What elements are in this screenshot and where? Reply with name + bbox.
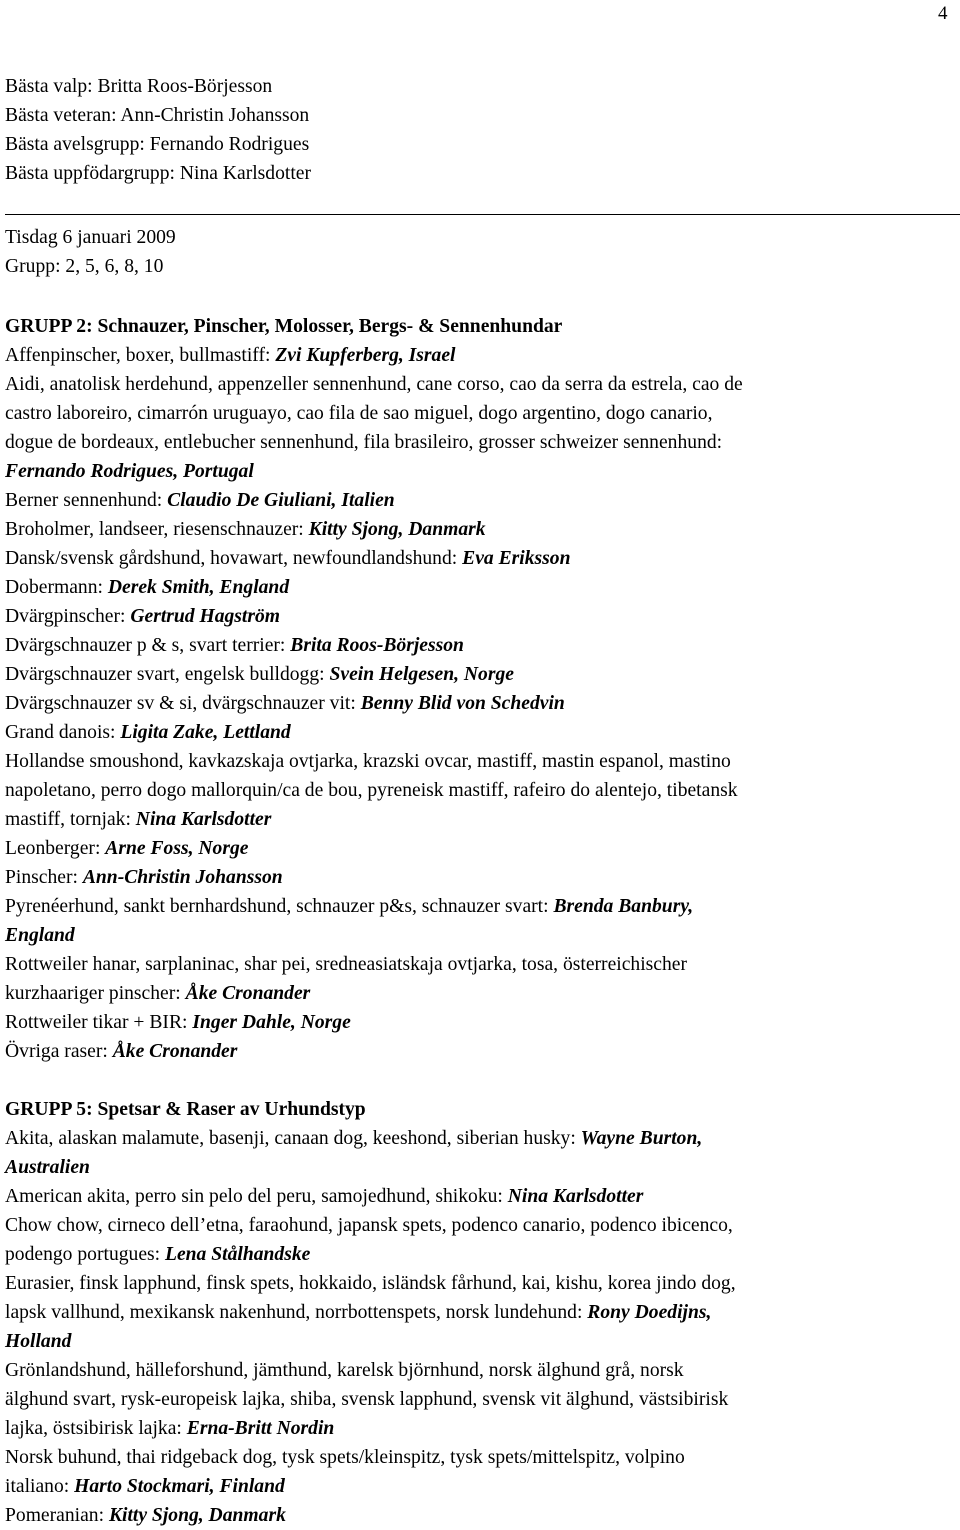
breed-text: Övriga raser:: [5, 1041, 113, 1062]
breed-text: Rottweiler hanar, sarplaninac, shar pei, sredneasiatskaja ovtjarka, tosa, österreichischer: [5, 954, 688, 975]
breed-judge-line: [5, 457, 959, 486]
award-line: Bästa valp: Britta Roos-Börjesson: [5, 76, 273, 97]
judge-name: Harto Stockmari, Finland: [74, 1476, 285, 1497]
breed-text: Eurasier, finsk lapphund, finsk spets, hokkaido, isländsk fårhund, kai, kishu, korea jindo dog,: [5, 1273, 736, 1294]
breed-text: lapsk vallhund, mexikansk nakenhund, norrbottenspets, norsk lundehund:: [5, 1302, 588, 1323]
breed-text: Leonberger:: [5, 838, 106, 859]
breed-judge-line: [5, 370, 959, 399]
breed-judge-line: [5, 1153, 959, 1182]
judge-name: Nina Karlsdotter: [135, 809, 272, 830]
breed-text: Dvärgpinscher:: [5, 606, 131, 627]
page-number: 4: [938, 3, 948, 24]
judge-name: Åke Cronander: [112, 1041, 238, 1062]
breed-judge-line: [5, 950, 959, 979]
breed-text: Affenpinscher, boxer, bullmastiff:: [5, 345, 276, 366]
judge-name: Wayne Burton,: [580, 1128, 703, 1149]
judge-name: Ann-Christin Johansson: [82, 867, 283, 888]
breed-text: Pomeranian:: [5, 1505, 109, 1526]
breed-judge-line: [5, 863, 959, 892]
breed-judge-line: [5, 1008, 959, 1037]
judge-name: Derek Smith, England: [107, 577, 290, 598]
judge-name: Benny Blid von Schedvin: [360, 693, 565, 714]
breed-text: älghund svart, rysk-europeisk lajka, shiba, svensk lapphund, svensk vit älghund, västsibirisk: [5, 1389, 729, 1410]
breed-text: castro laboreiro, cimarrón uruguayo, cao fila de sao miguel, dogo argentino, dogo canario,: [5, 403, 713, 424]
breed-text: Berner sennenhund:: [5, 490, 168, 511]
breed-text: Grönlandshund, hälleforshund, jämthund, karelsk björnhund, norsk älghund grå, norsk: [5, 1360, 684, 1381]
judge-name: Nina Karlsdotter: [507, 1186, 644, 1207]
breed-text: podengo portugues:: [5, 1244, 165, 1265]
group-5-section: [5, 1095, 959, 1530]
breed-judge-line: [5, 747, 959, 776]
breed-text: Pinscher:: [5, 867, 83, 888]
breed-text: Chow chow, cirneco dell’etna, faraohund, japansk spets, podenco canario, podenco ibicenco,: [5, 1215, 733, 1236]
breed-judge-line: [5, 1385, 959, 1414]
judge-name: Svein Helgesen, Norge: [329, 664, 514, 685]
judge-name: Inger Dahle, Norge: [192, 1012, 351, 1033]
group-2-lines: [5, 341, 959, 1066]
breed-judge-line: [5, 1501, 959, 1530]
breed-judge-line: [5, 1472, 959, 1501]
judge-name: Erna-Britt Nordin: [186, 1418, 335, 1439]
breed-judge-line: [5, 428, 959, 457]
breed-judge-line: [5, 1327, 959, 1356]
breed-text: Pyrenéerhund, sankt bernhardshund, schnauzer p&s, schnauzer svart:: [5, 896, 554, 917]
group-5-lines: [5, 1124, 959, 1530]
judge-name: Kitty Sjong, Danmark: [308, 519, 486, 540]
breed-judge-line: [5, 718, 959, 747]
breed-text: Dvärgschnauzer p & s, svart terrier:: [5, 635, 291, 656]
breed-judge-line: [5, 689, 959, 718]
breed-text: Norsk buhund, thai ridgeback dog, tysk spets/kleinspitz, tysk spets/mittelspitz, volpino: [5, 1447, 685, 1468]
judge-name: Lena Stålhandske: [165, 1244, 311, 1265]
group-2-section: [5, 312, 959, 1066]
day-header: [5, 223, 959, 281]
breed-judge-line: [5, 1356, 959, 1385]
judge-name: Eva Eriksson: [462, 548, 571, 569]
day-groups: Grupp: 2, 5, 6, 8, 10: [5, 256, 164, 277]
breed-judge-line: [5, 1269, 959, 1298]
breed-judge-line: [5, 1037, 959, 1066]
group-5-heading: GRUPP 5: Spetsar & Raser av Urhundstyp: [5, 1099, 366, 1120]
breed-judge-line: [5, 1182, 959, 1211]
breed-text: italiano:: [5, 1476, 75, 1497]
breed-judge-line: [5, 1240, 959, 1269]
breed-text: Grand danois:: [5, 722, 121, 743]
judge-name: Åke Cronander: [185, 983, 311, 1004]
breed-text: Dvärgschnauzer sv & si, dvärgschnauzer vit:: [5, 693, 361, 714]
breed-text: Akita, alaskan malamute, basenji, canaan dog, keeshond, siberian husky:: [5, 1128, 581, 1149]
judge-name: Gertrud Hagström: [130, 606, 281, 627]
breed-judge-line: [5, 631, 959, 660]
breed-text: lajka, östsibirisk lajka:: [5, 1418, 187, 1439]
breed-text: Dvärgschnauzer svart, engelsk bulldogg:: [5, 664, 330, 685]
breed-judge-line: [5, 1124, 959, 1153]
breed-judge-line: [5, 573, 959, 602]
section-divider: [5, 214, 960, 215]
breed-judge-line: [5, 1298, 959, 1327]
breed-text: Broholmer, landseer, riesenschnauzer:: [5, 519, 309, 540]
breed-text: Dobermann:: [5, 577, 108, 598]
breed-text: Dansk/svensk gårdshund, hovawart, newfoundlandshund:: [5, 548, 463, 569]
award-line: Bästa veteran: Ann-Christin Johansson: [5, 105, 310, 126]
breed-text: dogue de bordeaux, entlebucher sennenhund, fila brasileiro, grosser schweizer sennenhund:: [5, 432, 723, 453]
breed-judge-line: [5, 805, 959, 834]
judge-name: Ligita Zake, Lettland: [120, 722, 291, 743]
breed-judge-line: [5, 602, 959, 631]
breed-judge-line: [5, 1211, 959, 1240]
group-2-heading: GRUPP 2: Schnauzer, Pinscher, Molosser, Bergs- & Sennenhundar: [5, 316, 563, 337]
judge-name: Fernando Rodrigues, Portugal: [5, 461, 254, 482]
judge-name: Claudio De Giuliani, Italien: [167, 490, 395, 511]
day-date: Tisdag 6 januari 2009: [5, 227, 176, 248]
award-line: Bästa uppfödargrupp: Nina Karlsdotter: [5, 163, 311, 184]
breed-judge-line: [5, 834, 959, 863]
judge-name: Holland: [5, 1331, 72, 1352]
breed-judge-line: [5, 892, 959, 921]
judge-name: Zvi Kupferberg, Israel: [275, 345, 456, 366]
breed-judge-line: [5, 776, 959, 805]
breed-text: Aidi, anatolisk herdehund, appenzeller sennenhund, cane corso, cao da serra da estrela, cao de: [5, 374, 743, 395]
breed-text: Hollandse smoushond, kavkazskaja ovtjarka, krazski ovcar, mastiff, mastin espanol, mastino: [5, 751, 731, 772]
breed-judge-line: [5, 399, 959, 428]
breed-judge-line: [5, 1414, 959, 1443]
awards-list: [5, 72, 959, 188]
judge-name: Kitty Sjong, Danmark: [108, 1505, 286, 1526]
judge-name: Australien: [5, 1157, 90, 1178]
breed-text: American akita, perro sin pelo del peru, samojedhund, shikoku:: [5, 1186, 508, 1207]
judge-name: Arne Foss, Norge: [105, 838, 249, 859]
breed-text: kurzhaariger pinscher:: [5, 983, 186, 1004]
breed-text: napoletano, perro dogo mallorquin/ca de bou, pyreneisk mastiff, rafeiro do alentejo, tibetansk: [5, 780, 738, 801]
award-line: Bästa avelsgrupp: Fernando Rodrigues: [5, 134, 310, 155]
judge-name: Rony Doedijns,: [587, 1302, 712, 1323]
judge-name: England: [5, 925, 75, 946]
breed-judge-line: [5, 544, 959, 573]
breed-text: Rottweiler tikar + BIR:: [5, 1012, 193, 1033]
breed-judge-line: [5, 515, 959, 544]
breed-judge-line: [5, 1443, 959, 1472]
judge-name: Brita Roos-Börjesson: [290, 635, 464, 656]
breed-judge-line: [5, 341, 959, 370]
breed-judge-line: [5, 660, 959, 689]
breed-judge-line: [5, 979, 959, 1008]
judge-name: Brenda Banbury,: [553, 896, 694, 917]
breed-text: mastiff, tornjak:: [5, 809, 136, 830]
breed-judge-line: [5, 921, 959, 950]
breed-judge-line: [5, 486, 959, 515]
